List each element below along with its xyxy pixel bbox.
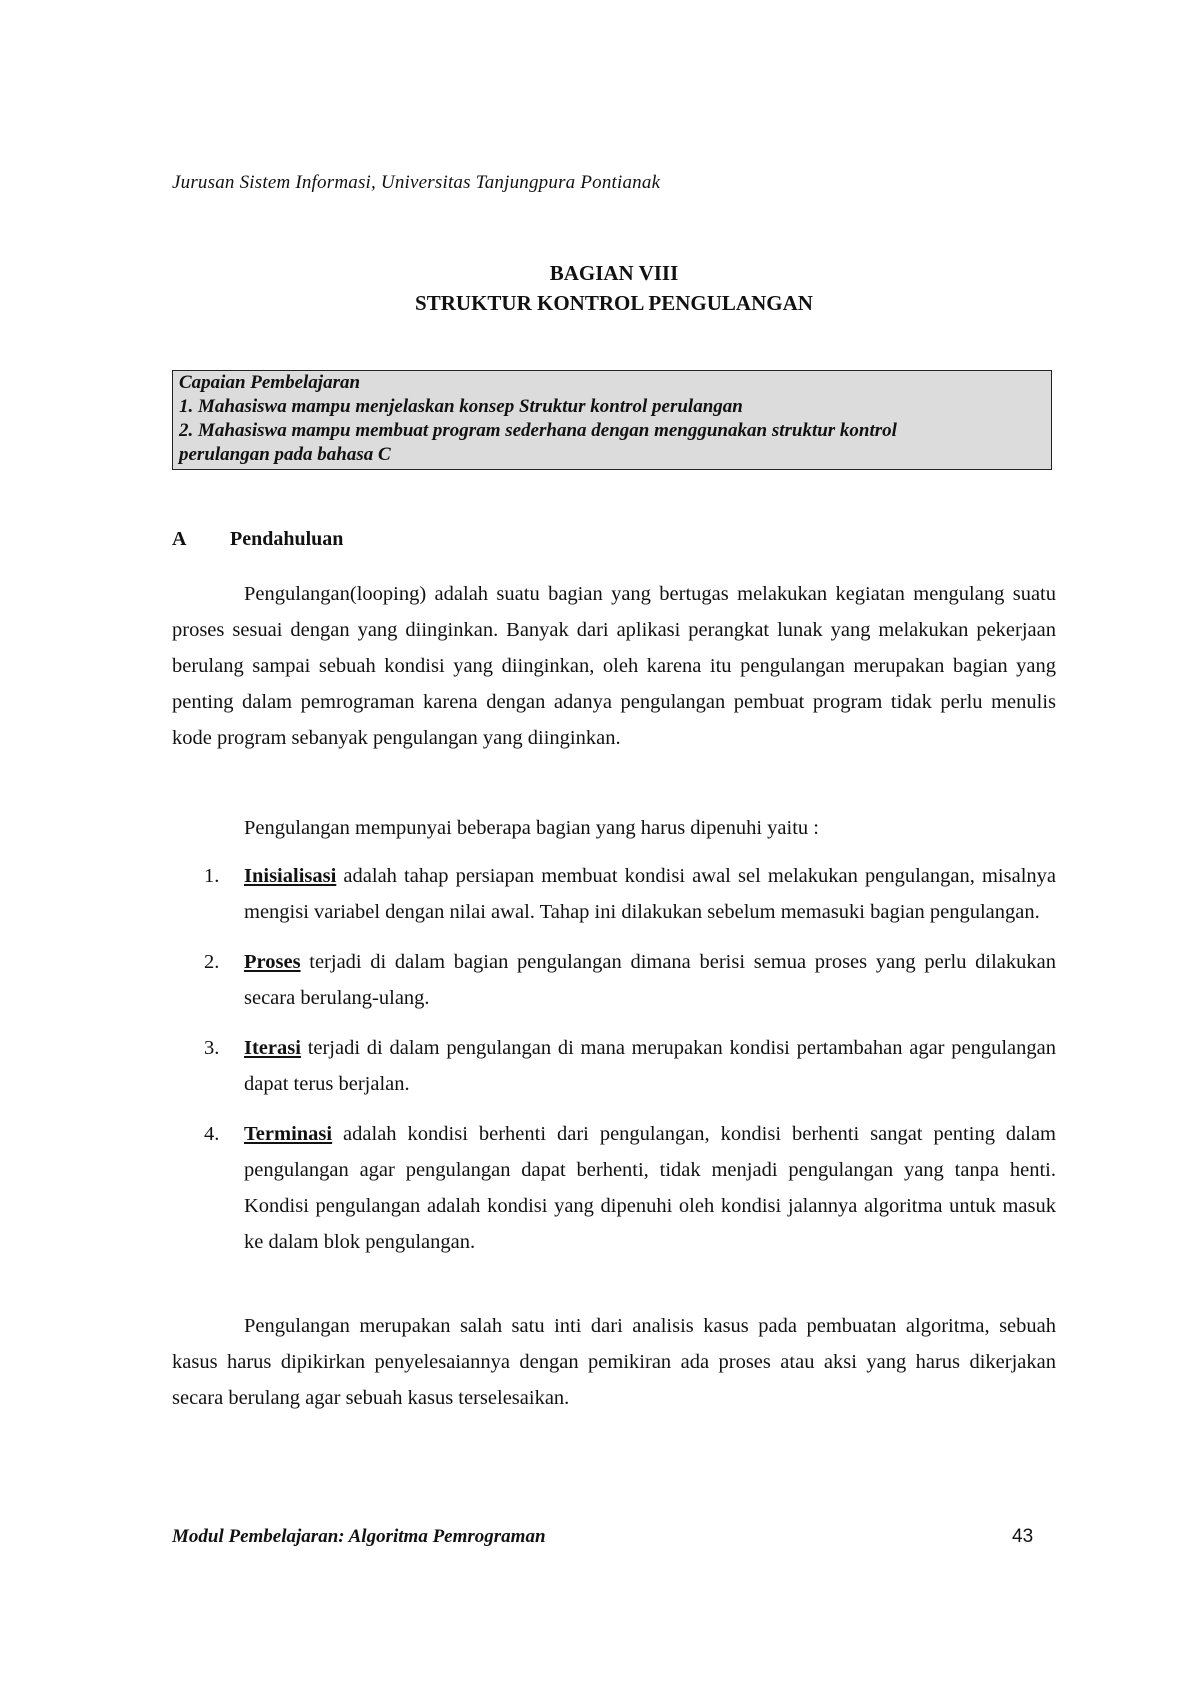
list-item-number: 2.	[204, 951, 220, 973]
list-item-term: Proses	[244, 951, 301, 973]
list-item-text: adalah tahap persiapan membuat kondisi awal sel melakukan pengulangan, misalnya mengisi variabel dengan nilai awal. Tahap ini dilakukan sebelum memasuki bagian pengulangan.	[244, 865, 1056, 923]
list-item-text: terjadi di dalam bagian pengulangan dimana berisi semua proses yang perlu dilakukan secara berulang-ulang.	[244, 951, 1056, 1009]
page-number: 43	[1012, 1526, 1034, 1547]
list-item-term: Terminasi	[244, 1123, 333, 1145]
learning-objectives-box	[172, 370, 1052, 470]
objective-item-continued: perulangan pada bahasa C	[179, 444, 391, 465]
list-item-term: Iterasi	[244, 1037, 301, 1059]
list-item	[172, 1030, 1056, 1102]
objective-item: 1. Mahasiswa mampu menjelaskan konsep Struktur kontrol perulangan	[179, 396, 743, 417]
chapter-name: STRUKTUR KONTROL PENGULANGAN	[415, 291, 813, 315]
chapter-number: BAGIAN VIII	[549, 261, 679, 285]
list-item	[172, 944, 1056, 1016]
objective-item: 2. Mahasiswa mampu membuat program sederhana dengan menggunakan struktur kontrol	[179, 420, 897, 441]
list-item-term: Inisialisasi	[244, 865, 337, 887]
section-title: Pendahuluan	[230, 528, 344, 550]
running-footer: Modul Pembelajaran: Algoritma Pemrograman	[172, 1526, 546, 1547]
objectives-heading: Capaian Pembelajaran	[179, 372, 361, 393]
list-item-text: adalah kondisi berhenti dari pengulangan, kondisi berhenti sangat penting dalam pengulangan agar pengulangan dapat berhenti, tidak menjadi pengulangan yang tanpa henti. Kondisi pengulangan adalah kondisi yang dipenuhi oleh kondisi jalannya algoritma untuk masuk ke dalam blok pengulangan.	[244, 1123, 1056, 1253]
list-item-number: 3.	[204, 1037, 220, 1059]
list-item	[172, 858, 1056, 930]
paragraph-intro: Pengulangan(looping) adalah suatu bagian yang bertugas melakukan kegiatan mengulang suatu proses sesuai dengan yang diinginkan. Banyak dari aplikasi perangkat lunak yang melakukan pekerjaan berulang sampai sebuah kondisi yang diinginkan, oleh karena itu pengulangan merupakan bagian yang penting dalam pemrograman karena dengan adanya pengulangan pembuat program tidak perlu menulis kode program sebanyak pengulangan yang diinginkan.	[172, 583, 1056, 749]
section-heading	[172, 528, 343, 551]
paragraph-conclusion: Pengulangan merupakan salah satu inti dari analisis kasus pada pembuatan algoritma, sebuah kasus harus dipikirkan penyelesaiannya dengan pemikiran ada proses atau aksi yang harus dikerjakan secara berulang agar sebuah kasus terselesaikan.	[172, 1315, 1056, 1409]
list-item	[172, 1116, 1056, 1260]
chapter-title	[172, 258, 1056, 318]
running-header: Jurusan Sistem Informasi, Universitas Tanjungpura Pontianak	[172, 172, 661, 193]
list-item-text: terjadi di dalam pengulangan di mana merupakan kondisi pertambahan agar pengulangan dapat terus berjalan.	[244, 1037, 1056, 1095]
list-item-number: 4.	[204, 1123, 220, 1145]
paragraph-list-intro: Pengulangan mempunyai beberapa bagian yang harus dipenuhi yaitu :	[244, 817, 819, 839]
loop-parts-list	[172, 858, 1056, 1274]
list-item-number: 1.	[204, 865, 220, 887]
section-letter: A	[172, 528, 187, 550]
